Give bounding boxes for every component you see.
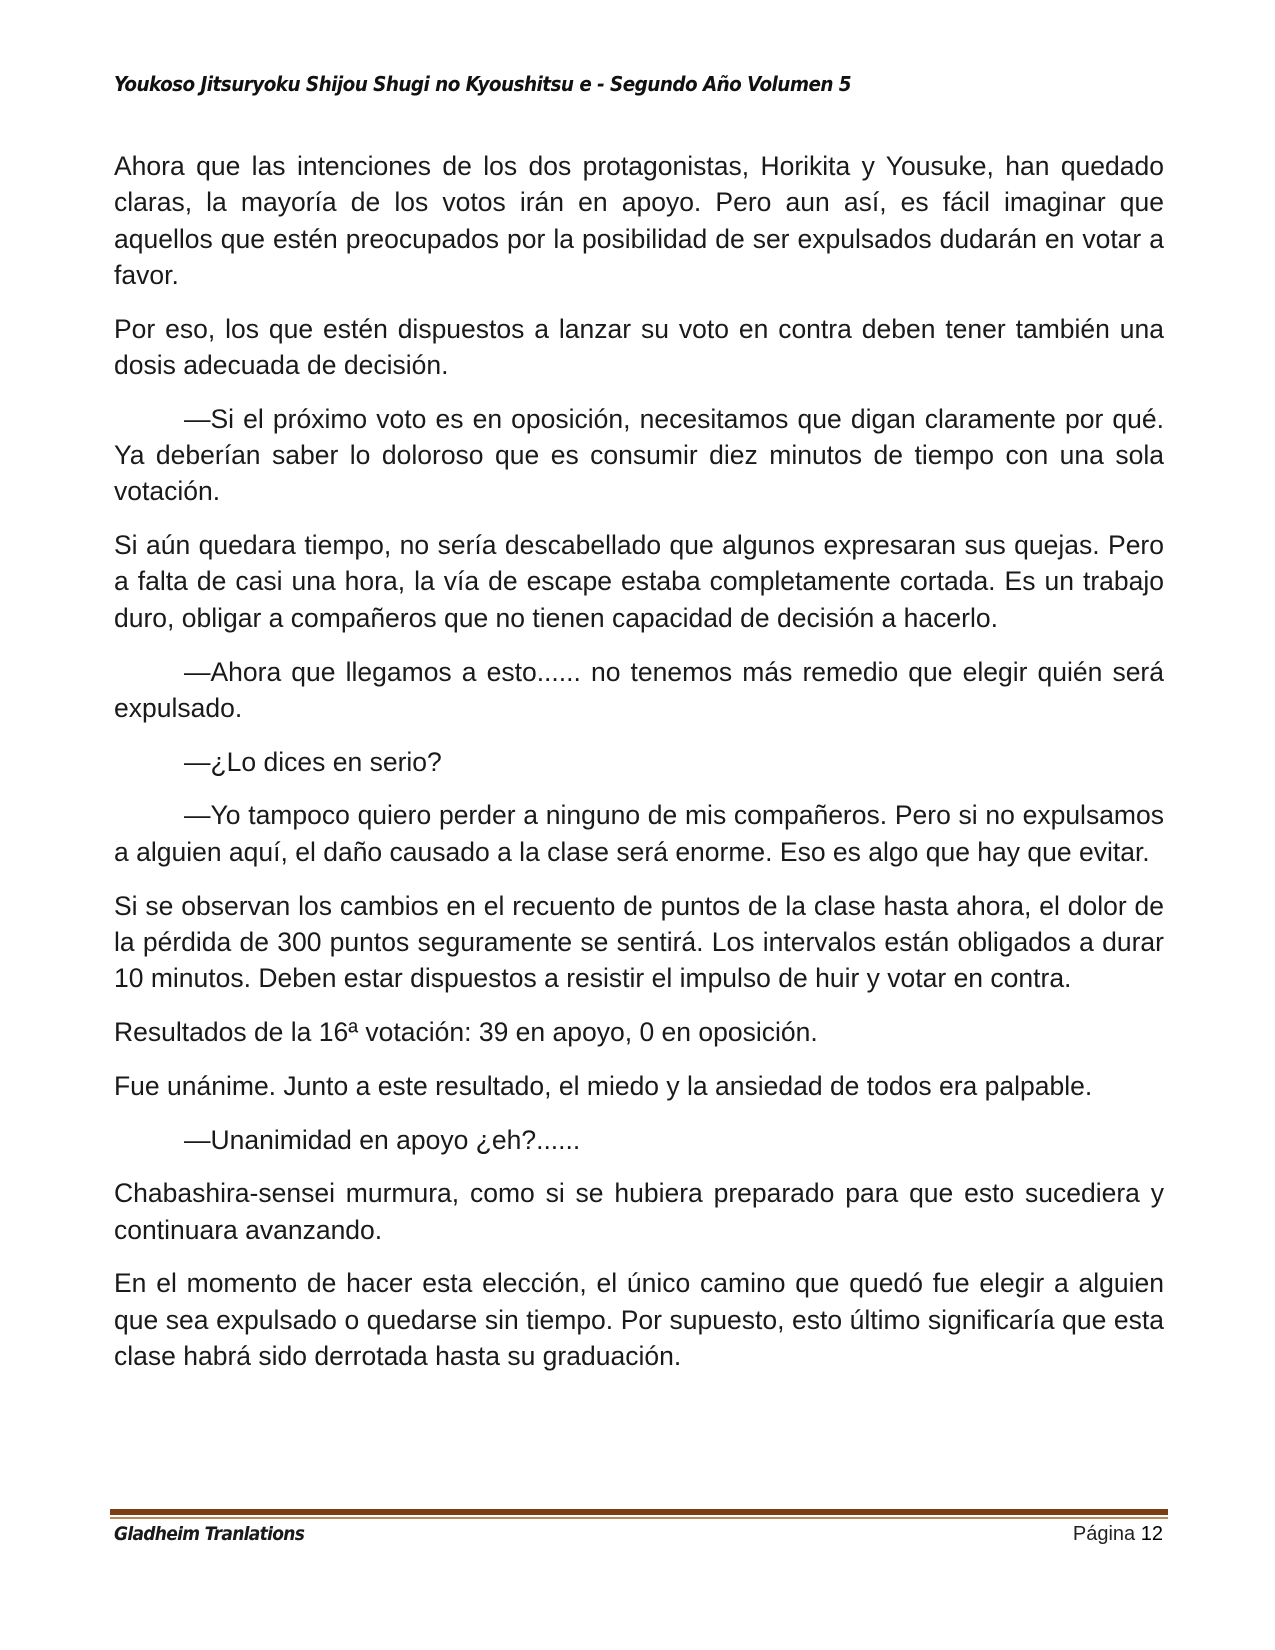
paragraph: Chabashira-sensei murmura, como si se hubiera preparado para que esto sucediera y continuara avanzando. <box>114 1178 1164 1245</box>
paragraph: Si aún quedara tiempo, no sería descabellado que algunos expresaran sus quejas. Pero a falta de casi una hora, la vía de escape estaba completamente cortada. Es un trabajo duro, obligar a compañeros que no tienen capacidad de decisión a hacerlo. <box>114 530 1164 633</box>
footer-rule-thin <box>110 1517 1168 1519</box>
paragraph: Fue unánime. Junto a este resultado, el miedo y la ansiedad de todos era palpable. <box>114 1070 1093 1101</box>
paragraph: En el momento de hacer esta elección, el único camino que quedó fue elegir a alguien que sea expulsado o quedarse sin tiempo. Por supuesto, esto último significaría que esta clase habrá sido derrotada hasta su graduación. <box>114 1268 1164 1372</box>
footer-credit: Gladheim Tranlations <box>114 1523 305 1545</box>
paragraph: Resultados de la 16ª votación: 39 en apoyo, 0 en oposición. <box>114 1016 818 1047</box>
paragraph: Por eso, los que estén dispuestos a lanzar su voto en contra deben tener también una dosis adecuada de decisión. <box>114 313 1164 380</box>
page-label: Página <box>1072 1523 1136 1545</box>
paragraph: Ahora que las intenciones de los dos protagonistas, Horikita y Yousuke, han quedado claras, la mayoría de los votos irán en apoyo. Pero aun así, es fácil imaginar que aquellos que estén preocupados por la posibilidad de ser expulsados dudarán en votar a favor. <box>114 151 1164 290</box>
running-header: Youkoso Jitsuryoku Shijou Shugi no Kyoushitsu e - Segundo Año Volumen 5 <box>114 72 852 96</box>
dialogue-paragraph: —Ahora que llegamos a esto...... no tenemos más remedio que elegir quién será expulsado. <box>114 656 1164 723</box>
dialogue-paragraph: —¿Lo dices en serio? <box>184 746 442 777</box>
paragraph: Si se observan los cambios en el recuento de puntos de la clase hasta ahora, el dolor de la pérdida de 300 puntos seguramente se sentirá. Los intervalos están obligados a durar 10 minutos. Deben estar dispuestos a resistir el impulso de huir y votar en contra. <box>114 890 1164 994</box>
page-number-value: 12 <box>1140 1523 1163 1545</box>
page-number <box>1073 1523 1163 1546</box>
footer-rule <box>110 1509 1168 1515</box>
dialogue-paragraph: —Si el próximo voto es en oposición, necesitamos que digan claramente por qué. Ya deberían saber lo doloroso que es consumir diez minutos de tiempo con una sola votación. <box>114 403 1164 507</box>
dialogue-paragraph: —Yo tampoco quiero perder a ninguno de mis compañeros. Pero si no expulsamos a alguien aquí, el daño causado a la clase será enorme. Eso es algo que hay que evitar. <box>114 800 1164 867</box>
dialogue-paragraph: —Unanimidad en apoyo ¿eh?...... <box>184 1124 581 1155</box>
page-body <box>114 148 1164 1392</box>
